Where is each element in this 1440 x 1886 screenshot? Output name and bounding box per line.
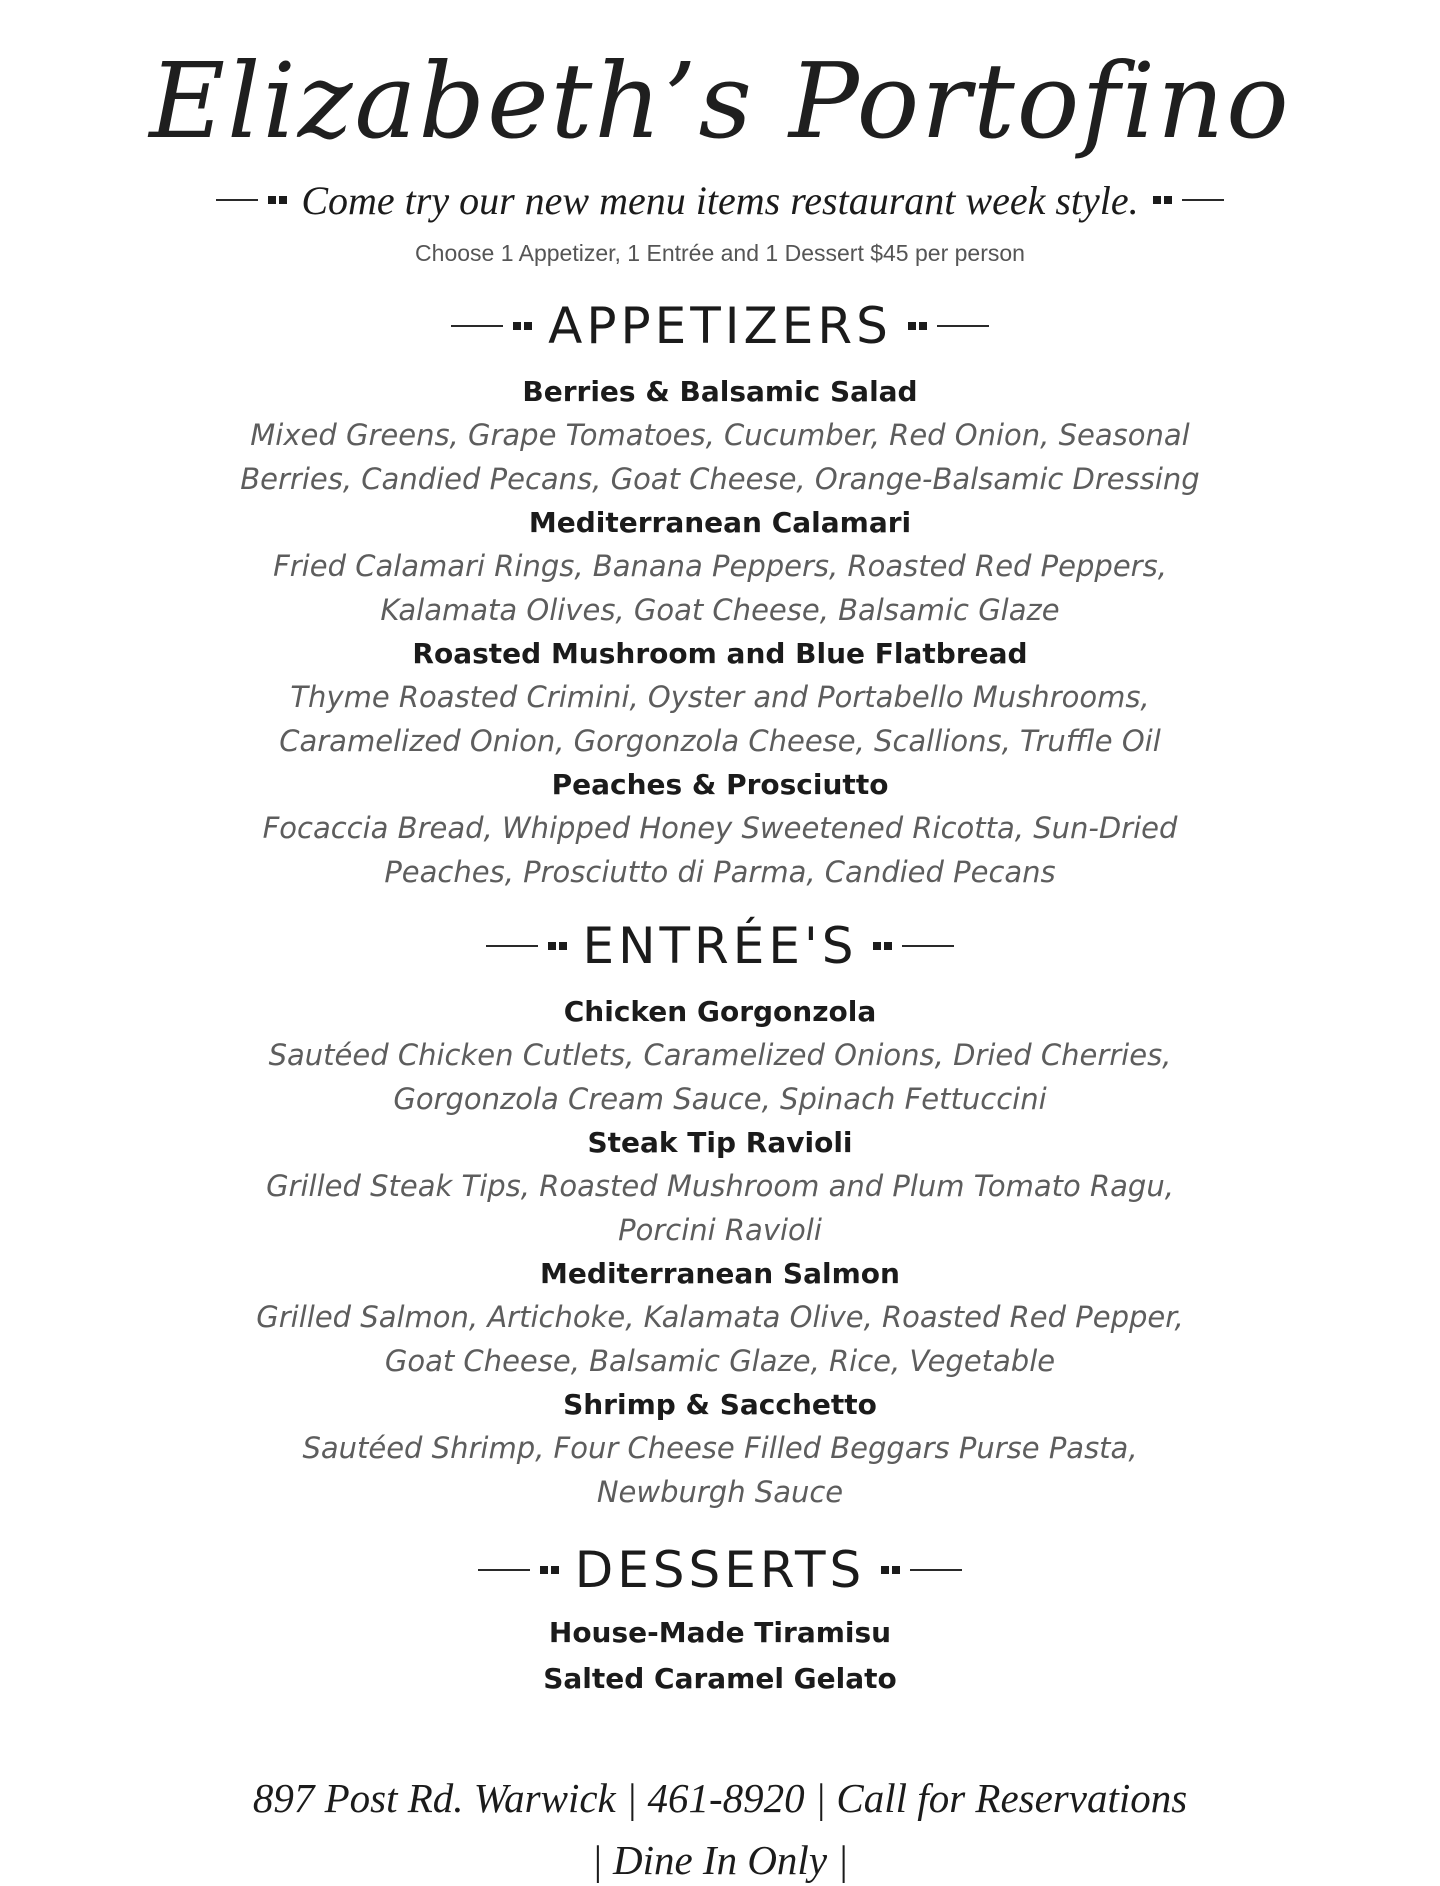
item-description: Thyme Roasted Crimini, Oyster and Portabello Mushrooms, <box>290 680 1150 714</box>
item-description: Focaccia Bread, Whipped Honey Sweetened Ricotta, Sun-Dried <box>262 811 1178 845</box>
item-description: Caramelized Onion, Gorgonzola Cheese, Scallions, Truffle Oil <box>279 723 1161 758</box>
item-description: Peaches, Prosciutto di Parma, Candied Pecans <box>384 854 1056 889</box>
item-name: Steak Tip Ravioli <box>587 1126 853 1159</box>
footer-dine-in: | Dine In Only | <box>591 1837 849 1883</box>
item-description: Kalamata Olives, Goat Cheese, Balsamic Glaze <box>380 592 1060 627</box>
dessert-item: House-Made Tiramisu <box>548 1616 892 1649</box>
appetizers-list <box>180 370 1260 894</box>
footer-contact: 897 Post Rd. Warwick | 461-8920 | Call for Reservations <box>252 1775 1188 1821</box>
item-name: Mediterranean Calamari <box>528 506 912 539</box>
entrees-list <box>180 990 1260 1514</box>
item-description: Goat Cheese, Balsamic Glaze, Rice, Vegetable <box>384 1343 1056 1378</box>
item-description: Grilled Steak Tips, Roasted Mushroom and Plum Tomato Ragu, <box>266 1169 1174 1203</box>
desserts-list <box>180 1610 1260 1702</box>
item-description: Grilled Salmon, Artichoke, Kalamata Olive, Roasted Red Pepper, <box>256 1300 1184 1334</box>
item-name: Shrimp & Sacchetto <box>563 1388 877 1421</box>
entrees-title: ENTRÉE'S <box>582 917 858 975</box>
item-name: Roasted Mushroom and Blue Flatbread <box>412 637 1028 670</box>
item-description: Newburgh Sauce <box>596 1474 844 1509</box>
item-description: Porcini Ravioli <box>618 1212 822 1247</box>
ornament-left-icon <box>216 196 287 204</box>
ornament-right-icon <box>908 322 989 330</box>
ornament-left-icon <box>451 322 532 330</box>
menu-item <box>180 632 1260 763</box>
appetizers-heading <box>0 296 1440 356</box>
item-name: Mediterranean Salmon <box>540 1257 900 1290</box>
item-description: Berries, Candied Pecans, Goat Cheese, Orange-Balsamic Dressing <box>240 461 1200 496</box>
ornament-right-icon <box>873 942 954 950</box>
item-description: Gorgonzola Cream Sauce, Spinach Fettuccini <box>393 1081 1047 1116</box>
item-name: Chicken Gorgonzola <box>563 995 877 1028</box>
dessert-item: Salted Caramel Gelato <box>543 1662 897 1695</box>
restaurant-name-logo: Elizabeth’s Portofino <box>149 40 1291 162</box>
item-name: Berries & Balsamic Salad <box>522 375 918 408</box>
menu-item <box>180 763 1260 894</box>
ornament-left-icon <box>486 942 567 950</box>
menu-item <box>180 1383 1260 1514</box>
menu-item <box>180 501 1260 632</box>
entrees-heading <box>0 916 1440 976</box>
ornament-right-icon <box>881 1566 962 1574</box>
desserts-title: DESSERTS <box>574 1541 866 1599</box>
item-description: Sautéed Chicken Cutlets, Caramelized Onions, Dried Cherries, <box>268 1038 1172 1072</box>
tagline: Come try our new menu items restaurant week style. <box>301 177 1139 223</box>
ornament-right-icon <box>1153 196 1224 204</box>
desserts-heading <box>0 1540 1440 1600</box>
item-description: Fried Calamari Rings, Banana Peppers, Roasted Red Peppers, <box>273 549 1167 583</box>
menu-item <box>180 1121 1260 1252</box>
item-name: Peaches & Prosciutto <box>551 768 889 801</box>
ornament-left-icon <box>478 1566 559 1574</box>
menu-item <box>180 1252 1260 1383</box>
menu-item <box>180 990 1260 1121</box>
price-note: Choose 1 Appetizer, 1 Entrée and 1 Dessert $45 per person <box>415 240 1025 266</box>
tagline-row <box>0 172 1440 228</box>
item-description: Mixed Greens, Grape Tomatoes, Cucumber, Red Onion, Seasonal <box>250 418 1190 452</box>
appetizers-title: APPETIZERS <box>548 297 892 355</box>
item-description: Sautéed Shrimp, Four Cheese Filled Beggars Purse Pasta, <box>302 1431 1138 1465</box>
menu-item <box>180 370 1260 501</box>
